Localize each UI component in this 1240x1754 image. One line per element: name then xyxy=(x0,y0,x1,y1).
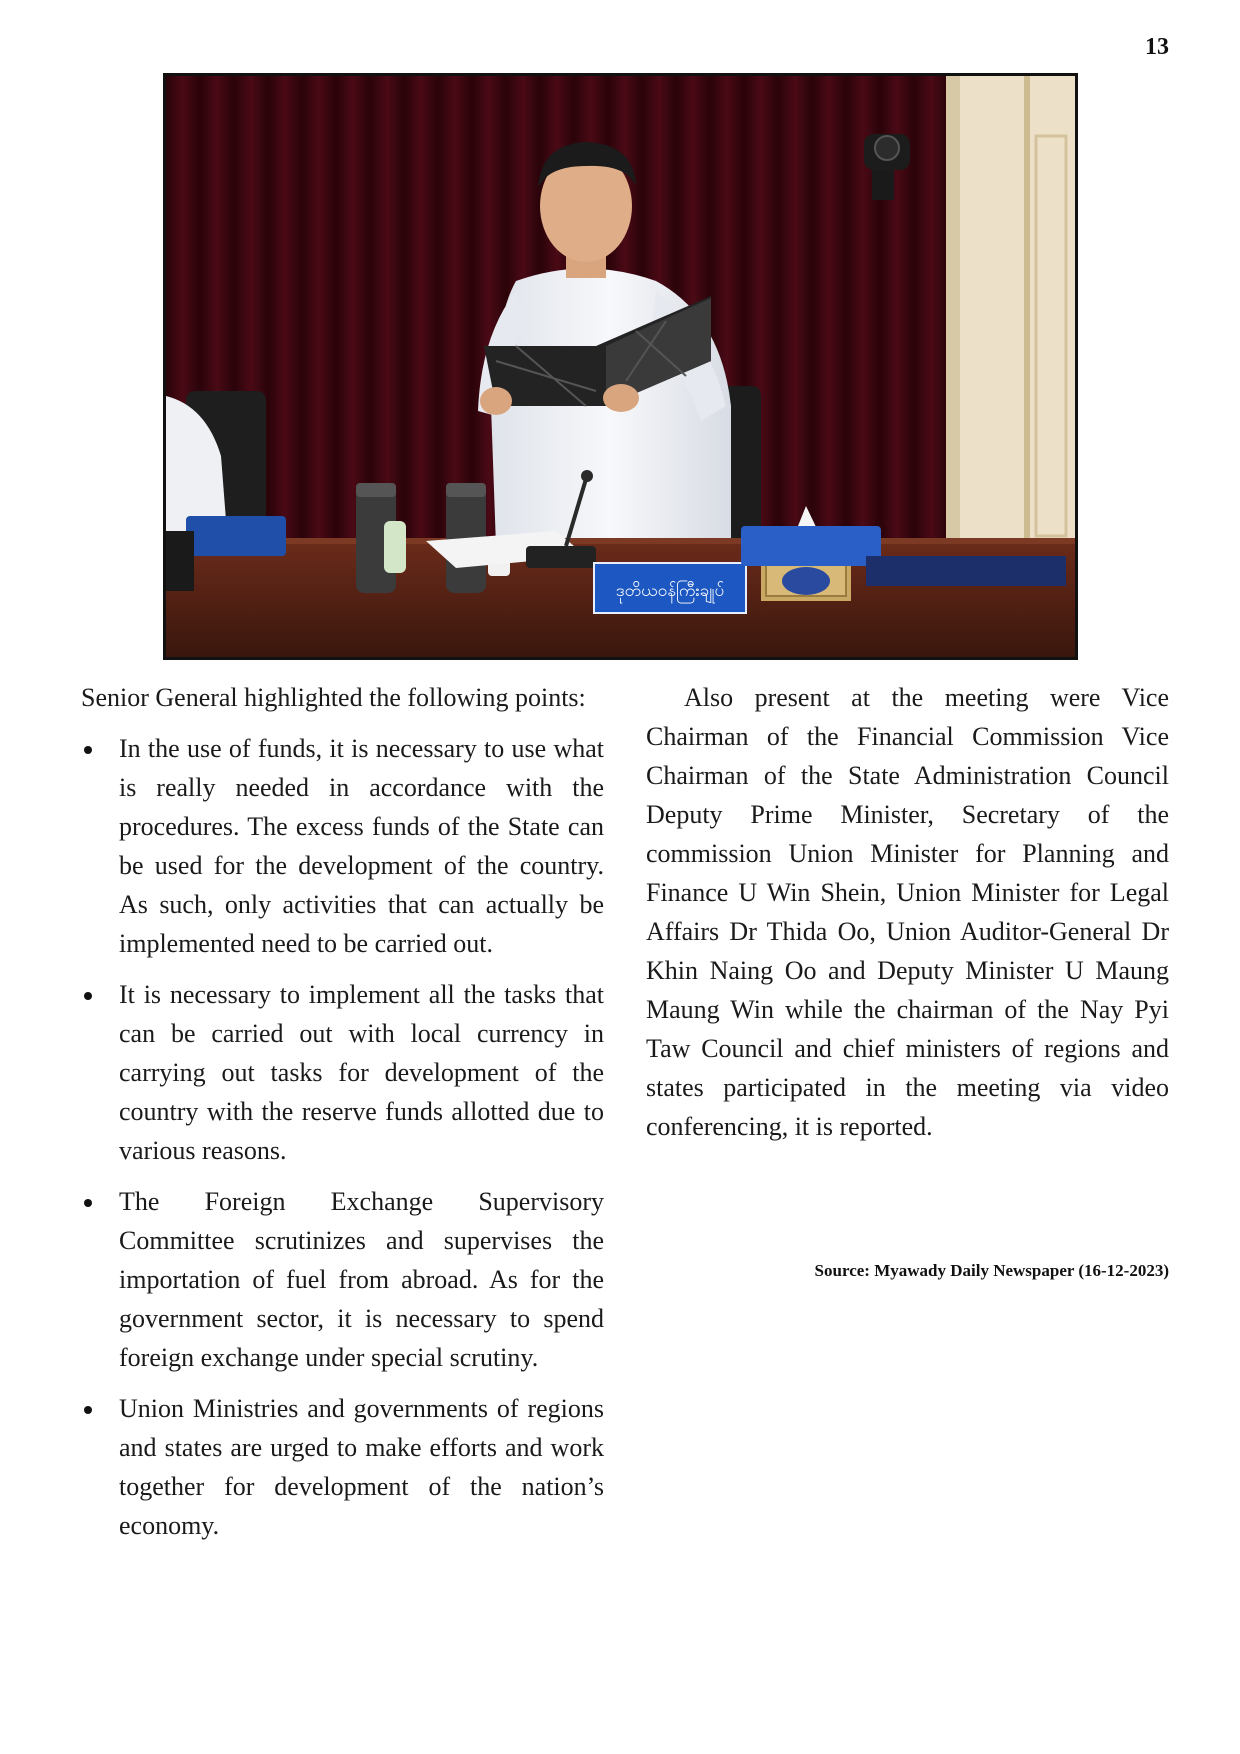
source-credit: Source: Myawady Daily Newspaper (16-12-2023) xyxy=(814,1261,1169,1280)
meeting-photo xyxy=(163,73,1078,660)
nameplate-text: ဒုတိယဝန်ကြီးချုပ် xyxy=(615,581,725,601)
bullet-text: Union Ministries and governments of regions and states are urged to make efforts and work together for development of the nation’s economy. xyxy=(119,1394,604,1540)
intro-paragraph: Senior General highlighted the following points: xyxy=(81,683,586,712)
list-item xyxy=(81,729,604,963)
bullet-text: In the use of funds, it is necessary to use what is really needed in accordance with the procedures. The excess funds of the State can be used for the development of the country. As such, only activities that can actually be implemented need to be carried out. xyxy=(119,734,604,958)
list-item xyxy=(81,1182,604,1377)
bullet-text: It is necessary to implement all the tasks that can be carried out with local currency in carrying out tasks for development of the country with the reserve funds allotted due to various reasons. xyxy=(119,980,604,1165)
meeting-photo-illustration xyxy=(166,76,1075,657)
page-number: 13 xyxy=(1145,34,1169,60)
list-item xyxy=(81,975,604,1170)
bullet-icon xyxy=(84,992,92,1000)
attendees-paragraph: Also present at the meeting were Vice Chairman of the Financial Commission Vice Chairman of the State Administration Council Deputy Prime Minister, Secretary of the commission Union Minister for Planning and Finance U Win Shein, Union Minister for Legal Affairs Dr Thida Oo, Union Auditor-General Dr Khin Naing Oo and Deputy Minister U Maung Maung Win while the chairman of the Nay Pyi Taw Council and chief ministers of regions and states participated in the meeting via video conferencing, it is reported. xyxy=(646,683,1169,1141)
bullet-text: The Foreign Exchange Supervisory Committee scrutinizes and supervises the importation of fuel from abroad. As for the government sector, it is necessary to spend foreign exchange under special scrutiny. xyxy=(119,1187,604,1372)
bullet-icon xyxy=(84,746,92,754)
bullet-icon xyxy=(84,1406,92,1414)
points-list xyxy=(81,729,604,1545)
list-item xyxy=(81,1389,604,1545)
bullet-icon xyxy=(84,1199,92,1207)
right-column xyxy=(646,678,1169,1146)
left-column xyxy=(81,678,604,1557)
